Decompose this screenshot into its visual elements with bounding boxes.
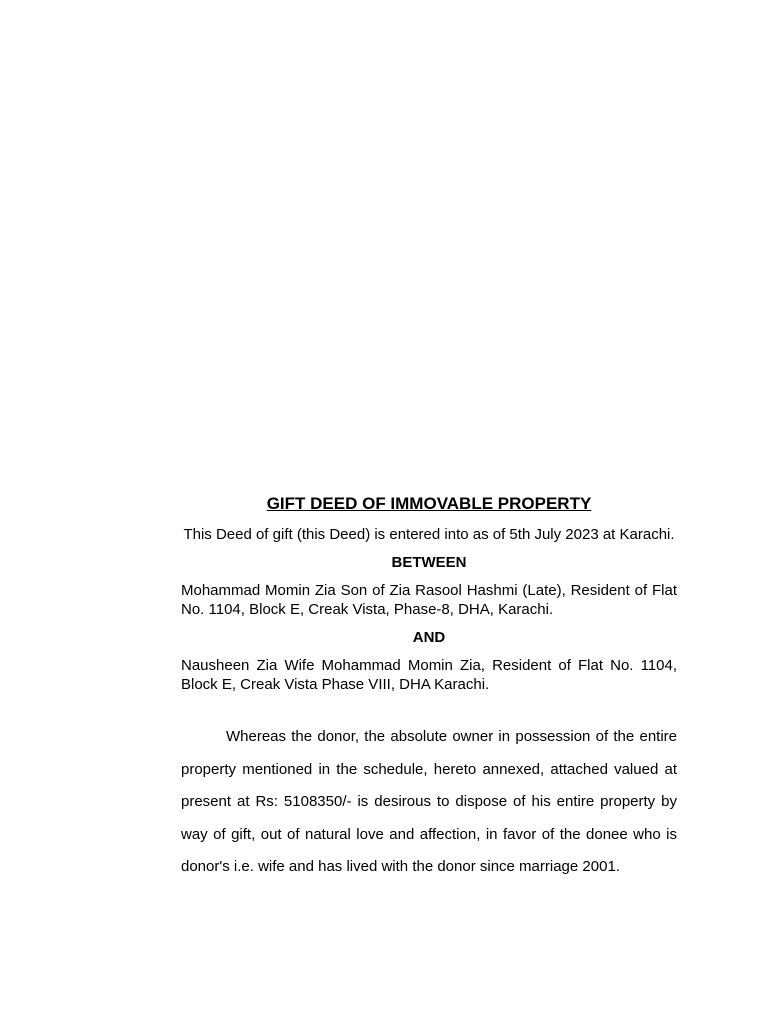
- and-heading: AND: [412, 629, 446, 646]
- intro-paragraph: This Deed of gift (this Deed) is entered into as of 5th July 2023 at Karachi.: [183, 526, 675, 543]
- between-heading: BETWEEN: [391, 554, 467, 571]
- document-title: GIFT DEED OF IMMOVABLE PROPERTY: [266, 494, 592, 513]
- donee-paragraph: Nausheen Zia Wife Mohammad Momin Zia, Resident of Flat No. 1104, Block E, Creak Vista Phase VIII, DHA Karachi.: [181, 657, 677, 693]
- donor-paragraph: Mohammad Momin Zia Son of Zia Rasool Hashmi (Late), Resident of Flat No. 1104, Block E, Creak Vista, Phase-8, DHA, Karachi.: [181, 582, 677, 618]
- whereas-paragraph: Whereas the donor, the absolute owner in possession of the entire property mentioned in the schedule, hereto annexed, attached valued at present at Rs: 5108350/- is desirous to dispose of his entire property by way of gift, out of natural love and affection, in favor of the donee who is donor's i.e. wife and has lived with the donor since marriage 2001.: [181, 728, 677, 876]
- document-body: [181, 493, 677, 884]
